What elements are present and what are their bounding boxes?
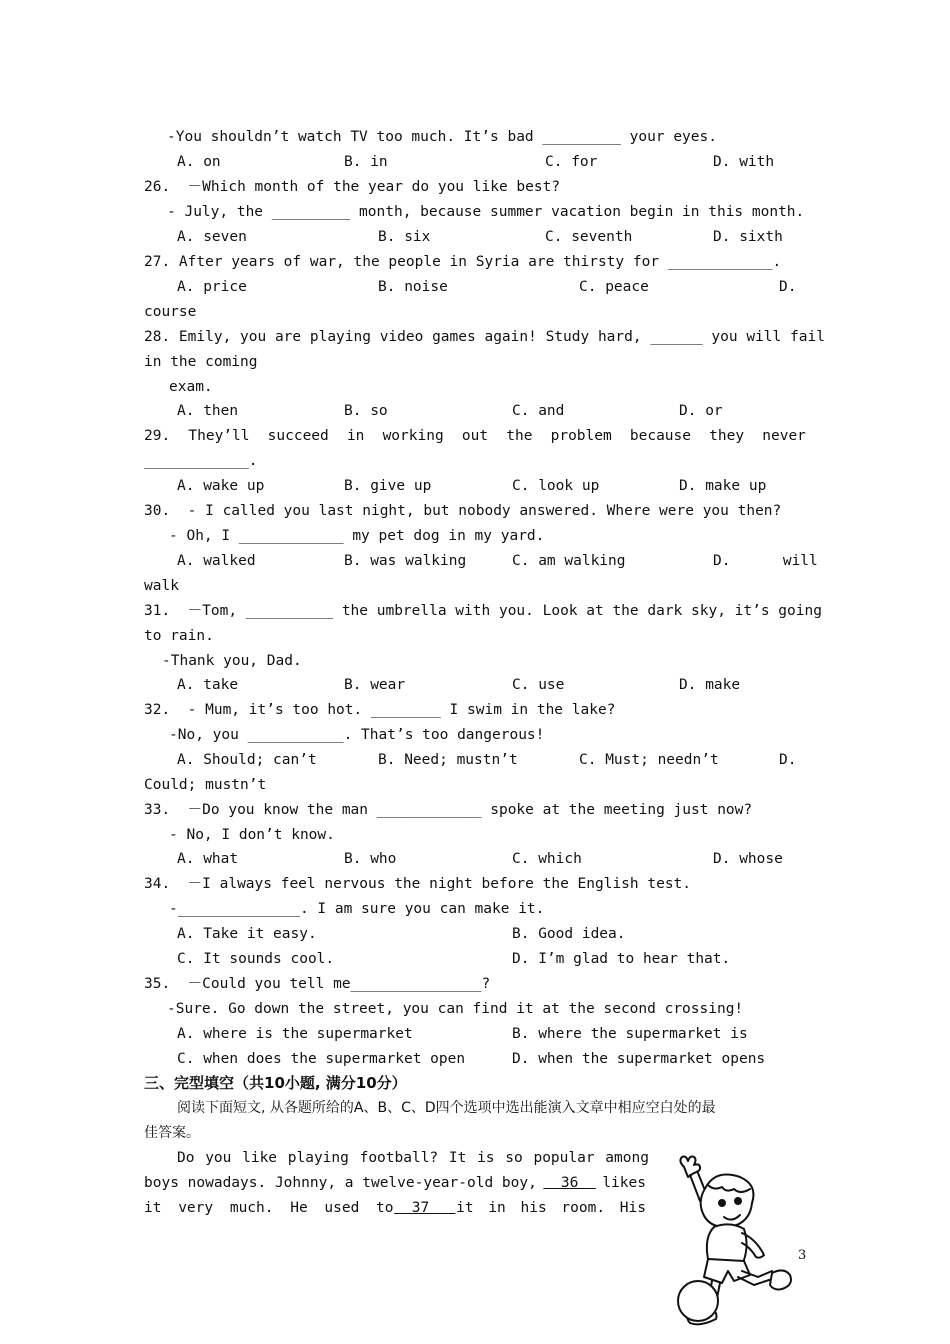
q32-option-a: A. Should; can’t — [177, 752, 317, 768]
q35-reply: -Sure. Go down the street, you can find it at the second crossing! — [167, 1001, 744, 1017]
passage-line-2 — [144, 1173, 646, 1193]
q30-reply: - Oh, I ____________ my pet dog in my yard. — [169, 528, 545, 544]
q26-option-c: C. seventh — [545, 229, 633, 245]
section-instruction-cont: 佳答案。 — [144, 1125, 200, 1141]
q28-stem-line2: in the coming — [144, 354, 258, 370]
q29-blank: ____________. — [144, 453, 258, 469]
q29-word: they — [709, 428, 745, 444]
q25-option-d: D. with — [713, 154, 775, 170]
q34-reply: -______________. I am sure you can make it. — [169, 901, 545, 917]
q30-option-b: B. was walking — [344, 553, 467, 569]
q35-option-c: C. when does the supermarket open — [177, 1051, 466, 1067]
q34-option-d: D. I’m glad to hear that. — [512, 951, 731, 967]
q28-option-b: B. so — [344, 403, 388, 419]
passage-text: Do you like playing football? It is so popular among — [177, 1150, 649, 1166]
q35-option-a: A. where is the supermarket — [177, 1026, 413, 1042]
q29-word: succeed — [267, 428, 329, 444]
q29-word: in — [346, 428, 365, 444]
q29-option-d: D. make up — [679, 478, 767, 494]
q32-stem: 32. - Mum, it’s too hot. ________ I swim in the lake? — [144, 702, 616, 718]
q28-stem-line3: exam. — [169, 379, 213, 395]
q29-option-a: A. wake up — [177, 478, 265, 494]
football-icon — [678, 1281, 718, 1321]
q27-option-a: A. price — [177, 279, 247, 295]
passage-text: likes — [602, 1175, 646, 1191]
q29-word: problem — [550, 428, 612, 444]
q33-option-b: B. who — [344, 851, 397, 867]
q29-word: out — [461, 428, 489, 444]
q25-option-b: B. in — [344, 154, 388, 170]
q31-option-d: D. make — [679, 677, 741, 693]
passage-line-3 — [144, 1198, 646, 1218]
q29-word: the — [506, 428, 533, 444]
q29-stem — [144, 426, 806, 446]
q34-option-c: C. It sounds cool. — [177, 951, 335, 967]
q28-stem: 28. Emily, you are playing video games again! Study hard, ______ you will fail — [144, 329, 825, 345]
q32-option-c: C. Must; needn’t — [579, 752, 719, 768]
q29-word: because — [629, 428, 691, 444]
q29-option-b: B. give up — [344, 478, 432, 494]
q32-option-d-wrap: Could; mustn’t — [144, 777, 267, 793]
page-number: 3 — [798, 1248, 807, 1263]
q29-word: working — [382, 428, 444, 444]
q27-stem: 27. After years of war, the people in Syria are thirsty for ____________. — [144, 254, 782, 270]
q27-option-d: D. — [779, 279, 797, 295]
q34-option-a: A. Take it easy. — [177, 926, 317, 942]
q30-option-c: C. am walking — [512, 553, 626, 569]
q30-option-a: A. walked — [177, 553, 256, 569]
q33-stem: 33. －Do you know the man ____________ spoke at the meeting just now? — [144, 802, 753, 818]
q25-stem: -You shouldn’t watch TV too much. It’s bad _________ your eyes. — [167, 129, 717, 145]
q29-word: never — [762, 428, 806, 444]
q29-word: They’ll — [188, 428, 250, 444]
q26-option-a: A. seven — [177, 229, 247, 245]
q30-stem: 30. - I called you last night, but nobody answered. Where were you then? — [144, 503, 782, 519]
q32-option-b: B. Need; mustn’t — [378, 752, 518, 768]
q32-reply: -No, you ___________. That’s too dangerous! — [169, 727, 545, 743]
q27-option-b: B. noise — [378, 279, 448, 295]
q30-option-d-wrap: walk — [144, 578, 179, 594]
q30-option-d: D. will — [713, 553, 818, 569]
q31-stem-line2: to rain. — [144, 628, 214, 644]
q31-option-b: B. wear — [344, 677, 406, 693]
q33-option-a: A. what — [177, 851, 239, 867]
blank-37: 37 — [394, 1200, 456, 1216]
q35-option-d: D. when the supermarket opens — [512, 1051, 766, 1067]
q25-option-a: A. on — [177, 154, 221, 170]
q31-reply: -Thank you, Dad. — [162, 653, 302, 669]
passage-text: boys nowadays. Johnny, a twelve-year-old boy, — [144, 1175, 537, 1191]
q28-option-a: A. then — [177, 403, 239, 419]
q27-option-c: C. peace — [579, 279, 649, 295]
q34-stem: 34. －I always feel nervous the night before the English test. — [144, 876, 692, 892]
q33-reply: - No, I don’t know. — [169, 827, 335, 843]
q33-option-c: C. which — [512, 851, 582, 867]
q33-option-d: D. whose — [713, 851, 783, 867]
passage-text: it in his room. His — [456, 1200, 646, 1216]
q34-option-b: B. Good idea. — [512, 926, 626, 942]
q35-stem: 35. －Could you tell me_______________? — [144, 976, 491, 992]
passage-text: it very much. He used to — [144, 1200, 394, 1216]
q27-option-d-wrap: course — [144, 304, 197, 320]
q29-option-c: C. look up — [512, 478, 600, 494]
q25-option-c: C. for — [545, 154, 598, 170]
q35-option-b: B. where the supermarket is — [512, 1026, 748, 1042]
q29-word: 29. — [144, 428, 171, 444]
blank-36: 36 — [543, 1175, 596, 1191]
q28-option-c: C. and — [512, 403, 565, 419]
passage-line-1 — [177, 1148, 649, 1168]
q28-option-d: D. or — [679, 403, 723, 419]
q26-option-b: B. six — [378, 229, 431, 245]
q31-option-a: A. take — [177, 677, 239, 693]
q31-option-c: C. use — [512, 677, 565, 693]
q32-option-d: D. — [779, 752, 797, 768]
q31-stem: 31. －Tom, __________ the umbrella with you. Look at the dark sky, it’s going — [144, 603, 822, 619]
section-heading: 三、完型填空（共10小题, 满分10分） — [144, 1074, 407, 1092]
boy-kicking-football-illustration — [662, 1155, 802, 1335]
q26-option-d: D. sixth — [713, 229, 783, 245]
q26-stem: 26. －Which month of the year do you like best? — [144, 179, 561, 195]
q26-reply: - July, the _________ month, because summer vacation begin in this month. — [167, 204, 805, 220]
section-instruction: 阅读下面短文, 从各题所给的A、B、C、D四个选项中选出能演入文章中相应空白处的最 — [177, 1100, 716, 1116]
